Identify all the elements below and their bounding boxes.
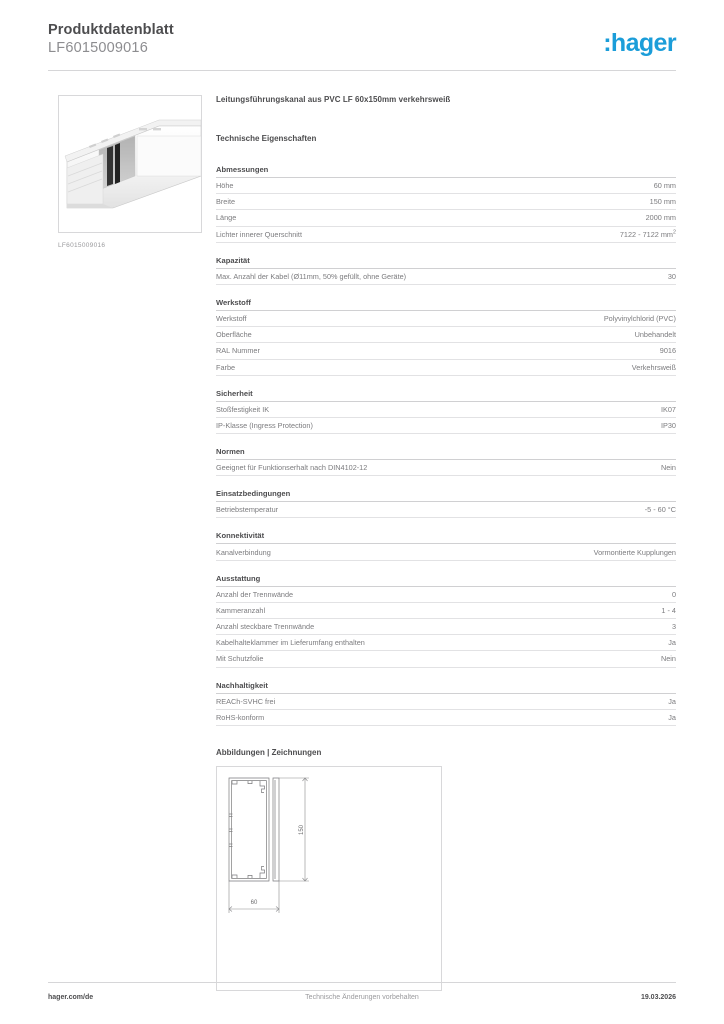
spec-row-value: 2000 mm [645, 213, 676, 223]
spec-group-title: Sicherheit [216, 389, 676, 402]
spec-row-label: Betriebstemperatur [216, 505, 279, 515]
spec-row [216, 694, 676, 710]
drawings-title: Abbildungen | Zeichnungen [216, 747, 322, 757]
spec-row-value: Ja [668, 712, 676, 722]
spec-row [216, 502, 676, 518]
spec-row-value: 0 [671, 589, 676, 599]
spec-row [216, 227, 676, 243]
product-image-caption: LF6015009016 [58, 242, 106, 249]
spec-row-value: Ja [668, 696, 676, 706]
spec-row-label: Werkstoff [216, 314, 247, 324]
technical-properties-title: Technische Eigenschaften [216, 134, 317, 143]
spec-row-value: Vormontierte Kupplungen [593, 547, 676, 557]
spec-row [216, 635, 676, 651]
spec-row [216, 587, 676, 603]
spec-group [216, 489, 676, 518]
spec-row-value: Nein [660, 463, 676, 473]
footer-website-link[interactable]: hager.com/de [48, 994, 94, 1001]
footer-disclaimer: Technische Änderungen vorbehalten [305, 994, 419, 1001]
spec-row [216, 178, 676, 194]
header-divider [48, 70, 676, 71]
spec-group [216, 165, 676, 243]
spec-group-title: Einsatzbedingungen [216, 489, 676, 502]
spec-row [216, 710, 676, 726]
spec-group [216, 298, 676, 376]
product-name: Leitungsführungskanal aus PVC LF 60x150mm verkehrsweiß [216, 95, 451, 104]
page-header [48, 22, 676, 70]
spec-row [216, 460, 676, 476]
spec-group [216, 256, 676, 285]
spec-row [216, 343, 676, 359]
spec-row-value-superscript: 2 [673, 229, 676, 236]
spec-row-label: Breite [216, 197, 236, 207]
spec-row-label: Kabelhalteklammer im Lieferumfang enthalten [216, 638, 365, 648]
spec-row [216, 619, 676, 635]
spec-row-value: 9016 [659, 346, 676, 356]
spec-row-label: REACh-SVHC frei [216, 696, 276, 706]
spec-row [216, 402, 676, 418]
spec-row-label: Lichter innerer Querschnitt [216, 229, 302, 239]
spec-row-label: RoHS-konform [216, 712, 265, 722]
dimension-height-label: 150 [299, 824, 305, 835]
spec-row-value: Nein [660, 654, 676, 664]
page-subtitle-article-number: LF6015009016 [48, 40, 148, 56]
product-image-box[interactable] [58, 95, 202, 233]
footer-divider [48, 982, 676, 983]
spec-row [216, 194, 676, 210]
spec-row-label: Geeignet für Funktionserhalt nach DIN4102-12 [216, 463, 368, 473]
spec-group-title: Konnektivität [216, 531, 676, 544]
spec-row-value: 150 mm [649, 197, 676, 207]
spec-row-value: 3 [671, 622, 676, 632]
spec-row [216, 418, 676, 434]
spec-row [216, 210, 676, 226]
spec-row-value: Unbehandelt [634, 330, 676, 340]
spec-row-value: IP30 [660, 420, 676, 430]
spec-row-label: Stoßfestigkeit IK [216, 404, 270, 414]
spec-row-value: Ja [668, 638, 676, 648]
spec-group [216, 681, 676, 726]
spec-row [216, 311, 676, 327]
spec-row [216, 269, 676, 285]
spec-row-value: 60 mm [653, 181, 676, 191]
technical-drawing-box[interactable] [216, 766, 442, 991]
hager-logo[interactable]: :hager [603, 29, 676, 57]
spec-row-label: Kanalverbindung [216, 547, 271, 557]
spec-group [216, 447, 676, 476]
spec-group-title: Normen [216, 447, 676, 460]
spec-row-label: Anzahl steckbare Trennwände [216, 622, 315, 632]
spec-row-label: Anzahl der Trennwände [216, 589, 294, 599]
spec-row-label: Oberfläche [216, 330, 252, 340]
page-title: Produktdatenblatt [48, 22, 174, 38]
spec-row-value [620, 230, 676, 239]
spec-row-value: Polyvinylchlorid (PVC) [603, 314, 676, 324]
spec-group-title: Werkstoff [216, 298, 676, 311]
spec-row-label: Länge [216, 213, 237, 223]
spec-row-label: Höhe [216, 181, 234, 191]
spec-group-title: Nachhaltigkeit [216, 681, 676, 694]
dimension-width-label: 60 [250, 899, 258, 906]
spec-row [216, 651, 676, 667]
spec-row-value: 1 - 4 [661, 605, 676, 615]
spec-row-label: Farbe [216, 362, 236, 372]
spec-row-label: Kammeranzahl [216, 605, 266, 615]
spec-row-value: IK07 [660, 404, 676, 414]
spec-row-label: Max. Anzahl der Kabel (Ø11mm, 50% gefüllt, ohne Geräte) [216, 271, 407, 281]
spec-group [216, 389, 676, 434]
cross-section-drawing-icon [217, 767, 441, 990]
spec-row-value: -5 - 60 °C [644, 505, 676, 515]
footer-date: 19.03.2026 [640, 994, 676, 1001]
spec-group-title: Abmessungen [216, 165, 676, 178]
spec-row [216, 544, 676, 560]
spec-row [216, 360, 676, 376]
page-footer [48, 994, 676, 1008]
spec-row-value-text: 7122 - 7122 mm [619, 229, 673, 239]
spec-group-title: Kapazität [216, 256, 676, 269]
spec-group-title: Ausstattung [216, 574, 676, 587]
spec-group [216, 531, 676, 560]
spec-groups [216, 165, 676, 726]
spec-row [216, 603, 676, 619]
spec-row-label: RAL Nummer [216, 346, 260, 356]
spec-group [216, 574, 676, 668]
spec-row-label: Mit Schutzfolie [216, 654, 264, 664]
spec-row-label: IP-Klasse (Ingress Protection) [216, 420, 313, 430]
specifications-panel [216, 95, 676, 991]
spec-row-value: 30 [667, 271, 676, 281]
product-figure [58, 95, 202, 249]
spec-row-value: Verkehrsweiß [631, 362, 676, 372]
spec-row [216, 327, 676, 343]
cable-trunking-photo-icon [63, 114, 202, 212]
